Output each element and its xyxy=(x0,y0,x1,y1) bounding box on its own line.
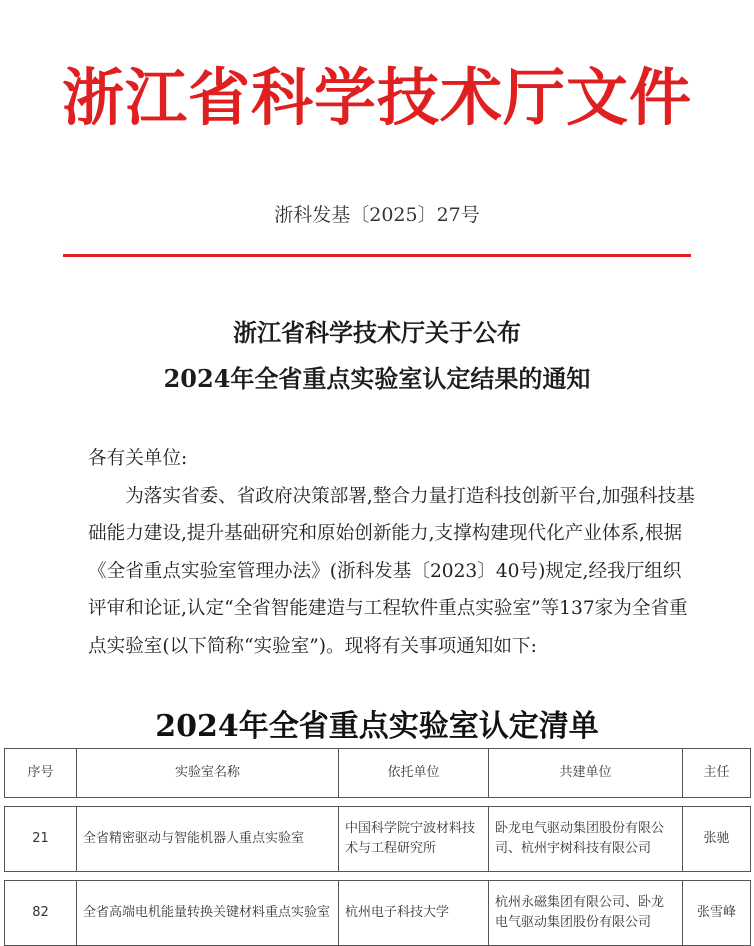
header-partner-units: 共建单位 xyxy=(489,749,683,798)
document-number: 浙科发基〔2025〕27号 xyxy=(274,204,480,226)
table-row xyxy=(5,807,751,872)
row-lab-name: 全省精密驱动与智能机器人重点实验室 xyxy=(77,807,339,872)
table-row xyxy=(5,881,751,946)
row-director: 张雪峰 xyxy=(683,881,751,946)
row-partner-units: 杭州永磁集团有限公司、卧龙电气驱动集团股份有限公司 xyxy=(489,881,683,946)
row-host-unit: 中国科学院宁波材料技术与工程研究所 xyxy=(339,807,489,872)
body-paragraph: 为落实省委、省政府决策部署,整合力量打造科技创新平台,加强科技基础能力建设,提升基础研究和原始创新能力,支撑构建现代化产业体系,根据《全省重点实验室管理办法》(浙科发基〔2023〕40号)规定,经我厅组织评审和论证,认定“全省智能建造与工程软件重点实验室”等137家为全省重点实验室(以下简称“实验室”)。现将有关事项通知如下: xyxy=(88,485,695,657)
row-partner-units: 卧龙电气驱动集团股份有限公司、杭州宇树科技有限公司 xyxy=(489,807,683,872)
notice-title-line-2: 2024年全省重点实验室认定结果的通知 xyxy=(163,364,591,393)
masthead-title: 浙江省科学技术厅文件 xyxy=(61,61,692,134)
table-header-row xyxy=(5,749,751,798)
row-director: 张驰 xyxy=(683,807,751,872)
salutation: 各有关单位: xyxy=(88,448,188,469)
header-host-unit: 依托单位 xyxy=(339,749,489,798)
notice-body xyxy=(88,440,696,665)
lab-list-table xyxy=(4,748,751,946)
list-title: 2024年全省重点实验室认定清单 xyxy=(155,709,599,744)
header-lab-name: 实验室名称 xyxy=(77,749,339,798)
row-number: 21 xyxy=(5,807,77,872)
table-spacer xyxy=(5,872,751,881)
row-host-unit: 杭州电子科技大学 xyxy=(339,881,489,946)
notice-title-line-1: 浙江省科学技术厅关于公布 xyxy=(233,318,521,347)
row-lab-name: 全省高端电机能量转换关键材料重点实验室 xyxy=(77,881,339,946)
row-number: 82 xyxy=(5,881,77,946)
header-director: 主任 xyxy=(683,749,751,798)
table-spacer xyxy=(5,798,751,807)
header-number: 序号 xyxy=(5,749,77,798)
notice-title xyxy=(0,310,754,402)
red-divider xyxy=(63,254,691,257)
